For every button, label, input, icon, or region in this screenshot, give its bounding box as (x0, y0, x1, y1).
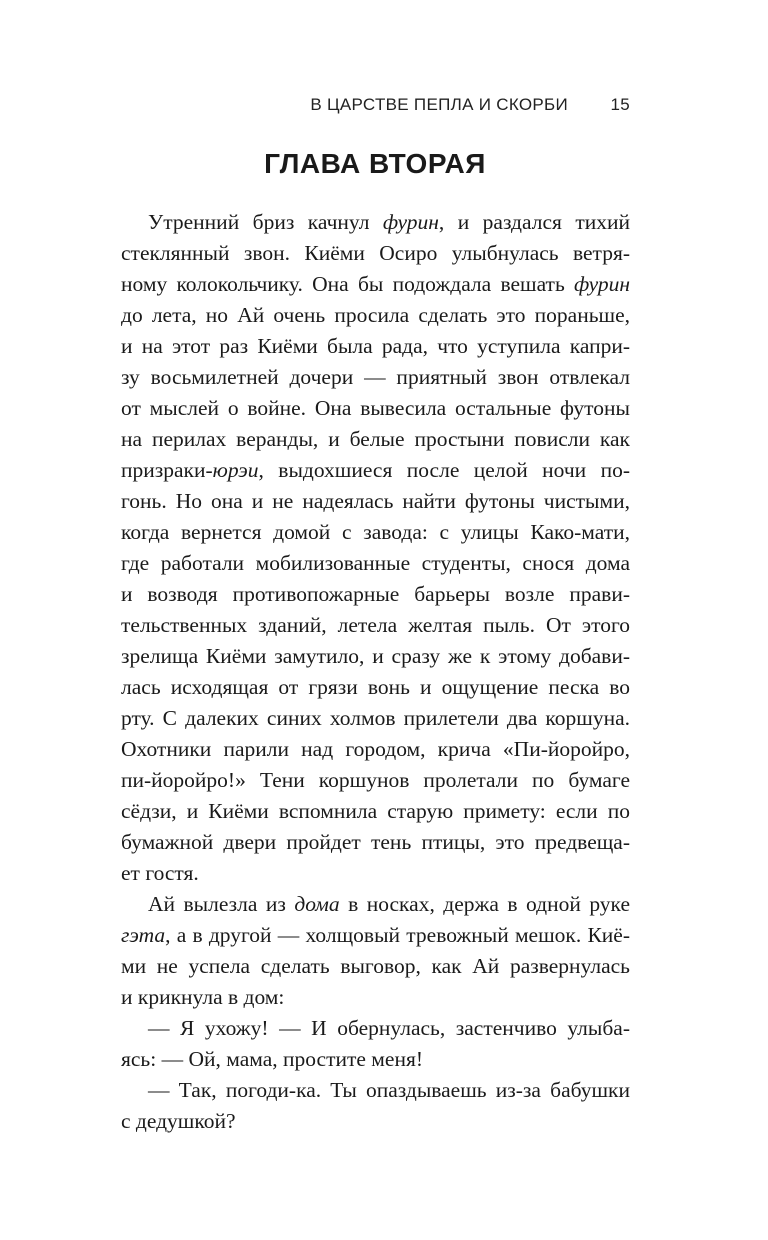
text-run: зу восьмилетней дочери — приятный звон отвлекал (121, 365, 630, 389)
text-line (121, 300, 630, 331)
text-line (121, 610, 630, 641)
text-run: тельственных зданий, летела желтая пыль. От этого (121, 613, 630, 637)
text-line (121, 238, 630, 269)
text-run: и крикнула в дом: (121, 985, 285, 1009)
text-line (121, 548, 630, 579)
text-run: бумажной двери пройдет тень птицы, это предвеща- (121, 830, 630, 854)
text-line (121, 486, 630, 517)
text-run: с дедушкой? (121, 1109, 236, 1133)
text-line (121, 1044, 630, 1075)
text-line (121, 951, 630, 982)
text-line (121, 982, 630, 1013)
text-run: ясь: — Ой, мама, простите меня! (121, 1047, 423, 1071)
text-run: и возводя противопожарные барьеры возле прави- (121, 582, 630, 606)
text-line (121, 517, 630, 548)
text-line (121, 207, 630, 238)
italic-term: юрэи (212, 458, 259, 482)
text-run: где работали мобилизованные студенты, снося дома (121, 551, 630, 575)
text-line (121, 703, 630, 734)
italic-term: фурин (574, 272, 630, 296)
text-line (121, 579, 630, 610)
text-run: пи-йоройро!» Тени коршунов пролетали по бумаге (121, 768, 630, 792)
text-line (121, 269, 630, 300)
page-number: 15 (610, 95, 630, 114)
text-line (121, 331, 630, 362)
text-run: лась исходящая от грязи вонь и ощущение песка во (121, 675, 630, 699)
text-line (121, 424, 630, 455)
text-run: рту. С далеких синих холмов прилетели два коршуна. (121, 706, 630, 730)
text-run: стеклянный звон. Киёми Осиро улыбнулась ветря- (121, 241, 630, 265)
text-line (121, 641, 630, 672)
text-run: гонь. Но она и не надеялась найти футоны чистыми, (121, 489, 630, 513)
italic-term: дома (294, 892, 340, 916)
text-run: зрелища Киёми замутило, и сразу же к этому добави- (121, 644, 630, 668)
text-run: , выдохшиеся после целой ночи по- (258, 458, 630, 482)
text-run: и на этот раз Киёми была рада, что уступила капри- (121, 334, 630, 358)
text-line (121, 920, 630, 951)
text-run: , а в другой — холщовый тревожный мешок. Киё- (165, 923, 630, 947)
text-run: сёдзи, и Киёми вспомнила старую примету: если по (121, 799, 630, 823)
text-run: Ай вылезла из (148, 892, 295, 916)
text-run: ет гостя. (121, 861, 199, 885)
text-run: до лета, но Ай очень просила сделать это пораньше, (121, 303, 630, 327)
text-line (121, 1075, 630, 1106)
running-title: В ЦАРСТВЕ ПЕПЛА И СКОРБИ (310, 95, 568, 114)
running-head (120, 95, 630, 119)
text-line (121, 889, 630, 920)
text-line (121, 672, 630, 703)
text-run: призраки- (121, 458, 213, 482)
text-run: , и раздался тихий (438, 210, 630, 234)
text-run: Охотники парили над городом, крича «Пи-йоройро, (121, 737, 630, 761)
text-line (121, 362, 630, 393)
text-line (121, 827, 630, 858)
text-run: на перилах веранды, и белые простыни повисли как (121, 427, 630, 451)
text-run: Утренний бриз качнул (148, 210, 383, 234)
text-line (121, 455, 630, 486)
text-run: ми не успела сделать выговор, как Ай развернулась (121, 954, 630, 978)
italic-term: фурин (382, 210, 439, 234)
text-run: от мыслей о войне. Она вывесила остальные футоны (121, 396, 630, 420)
text-line (121, 1106, 630, 1137)
text-line (121, 1013, 630, 1044)
text-line (121, 393, 630, 424)
text-line (121, 734, 630, 765)
text-run: ному колокольчику. Она бы подождала вешать (121, 272, 575, 296)
text-run: — Я ухожу! — И обернулась, застенчиво улыба- (148, 1016, 630, 1040)
text-line (121, 796, 630, 827)
text-run: когда вернется домой с завода: с улицы Како-мати, (121, 520, 630, 544)
chapter-title: ГЛАВА ВТОРАЯ (264, 148, 486, 179)
text-run: в носках, держа в одной руке (339, 892, 630, 916)
italic-term: гэта (121, 923, 166, 947)
text-line (121, 858, 630, 889)
text-run: — Так, погоди-ка. Ты опаздываешь из-за бабушки (148, 1078, 630, 1102)
body-text (121, 207, 630, 1137)
text-line (121, 765, 630, 796)
